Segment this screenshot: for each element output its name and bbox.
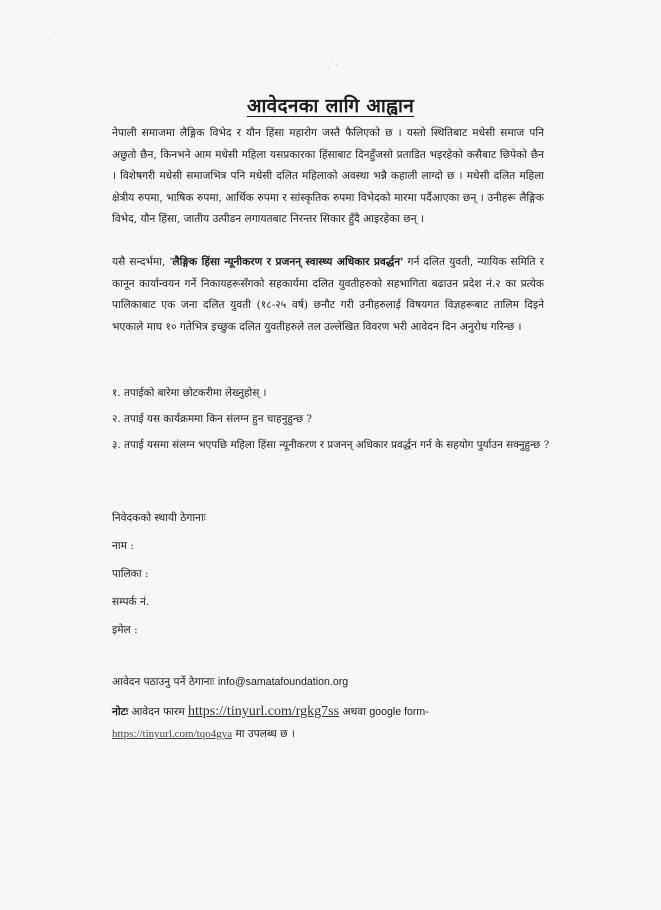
- scan-artifact: · ·: [42, 36, 51, 46]
- note: [112, 701, 552, 745]
- form-link-2[interactable]: https://tinyurl.com/tqo4gya: [112, 728, 233, 740]
- contact-field-label: सम्पर्क नं.: [112, 596, 150, 608]
- send-address-label: आवेदन पठाउनु पर्ने ठेगानाः: [112, 676, 215, 688]
- note-text-or: अथवा: [342, 706, 366, 718]
- municipality-field-label: पालिका :: [112, 568, 149, 580]
- request-paragraph: [112, 252, 544, 338]
- question-2: २. तपाई यस कार्यक्रममा किन संलग्न हुन चाहनुहुन्छ ?: [112, 413, 312, 425]
- address-heading: निवेदकको स्थायी ठेगानाः: [112, 512, 206, 524]
- send-email[interactable]: info@samatafoundation.org: [217, 676, 349, 688]
- request-paragraph-rest: गर्न दलित युवती, न्यायिक समिति र कानून कार्यान्वयन गर्ने निकायहरूसँगको सहकार्यमा दलित युवतीहरुको सहभागिता बढाउन प्रदेश नं.२ का प्रत्येक पालिकाबाट एक जना दलित युवती (१८-२५ वर्ष) छनौट गरी उनीहरुलाई विषयगत विज्ञहरूबाट तालिम दिइने भएकाले माघ १० गतेभित्र इच्छुक दलित युवतीहरुले तल उल्लेखित विवरण भरी आवेदन दिन अनुरोध गरिन्छ ।: [112, 256, 545, 333]
- note-text-form: आवेदन फारम: [131, 706, 185, 718]
- scan-artifact: ⸪ ·: [325, 61, 339, 71]
- question-1: १. तपाईको बारेमा छोटकरीमा लेख्नुहोस् ।: [112, 387, 267, 399]
- page-title: आवेदनका लागि आह्वान: [246, 95, 415, 117]
- note-text-google-form: google form-: [369, 706, 429, 718]
- note-text-available: मा उपलब्ध छ ।: [235, 728, 295, 740]
- send-address: [112, 675, 348, 689]
- note-label: नोटः: [112, 706, 129, 718]
- request-paragraph-start: यसै सन्दर्भमा, ': [112, 256, 173, 268]
- name-field-label: नाम :: [112, 540, 134, 552]
- intro-paragraph: नेपाली समाजमा लैङ्गिक विभेद र यौन हिंसा महारोग जस्तै फैलिएको छ । यस्तो स्थितिबाट मधेसी समाज पनि अछुतो छैन, किनभने आम मधेसी महिला यसप्रकारका हिंसाबाट दिनहुँजसो प्रताडित भइरहेको कसैबाट छिपेको छैन । विशेषगरी मधेसी समाजभित्र पनि मधेसी दलित महिलाको अवस्था भन्नै कहाली लाग्दो छ । मधेसी दलित महिला क्षेत्रीय रुपमा, भाषिक रुपमा, आर्थिक रुपमा र सांस्कृतिक रुपमा विभेदको मारमा पर्दैआएका छन् । उनीहरू लैङ्गिक विभेद, यौन हिंसा, जातीय उत्पीडन लगायतबाट निरन्तर सिकार हुँदै आइरहेका छन् ।: [112, 127, 544, 226]
- form-link-1[interactable]: https://tinyurl.com/rgkg7ss: [188, 704, 340, 719]
- email-field-label: इमेल :: [112, 624, 138, 636]
- program-name: लैङ्गिक हिंसा न्यूनीकरण र प्रजनन् स्वास्थ्य अधिकार प्रवर्द्धन': [172, 256, 404, 268]
- question-3: ३. तपाई यसमा संलग्न भएपछि महिला हिंसा न्यूनीकरण र प्रजनन् अधिकार प्रवर्द्धन गर्न के सहयोग पुर्याउन सक्नुहुन्छ ?: [112, 439, 550, 451]
